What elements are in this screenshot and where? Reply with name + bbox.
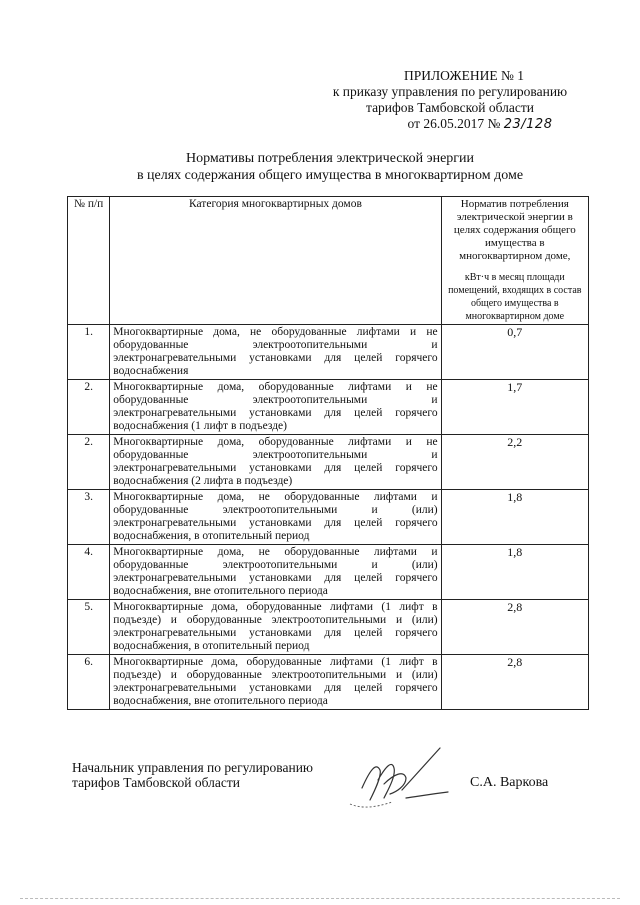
- row-category: Многоквартирные дома, не оборудованные лифтами и не оборудованные электроотопительными и электронагревательными установками для целей горячего водоснабжения: [110, 325, 441, 380]
- table-row: [68, 380, 589, 435]
- row-category: Многоквартирные дома, оборудованные лифтами и не оборудованные электроотопительными и электронагревательными установками для целей горячего водоснабжения (1 лифт в подъезде): [110, 380, 441, 435]
- table-row: [68, 545, 589, 600]
- row-value: 0,7: [441, 325, 588, 380]
- row-value: 2,2: [441, 435, 588, 490]
- header-norm-text: Норматив потребления электрической энергии в целях содержания общего имущества в многоквартирном доме,: [453, 198, 576, 262]
- table-row: [68, 655, 589, 710]
- row-number: 2.: [68, 380, 110, 435]
- row-category: Многоквартирные дома, оборудованные лифтами (1 лифт в подъезде) и оборудованные электроотопительными и (или) электронагревательными установками для целей горячего водоснабжения, вне отопительного периода: [110, 655, 441, 710]
- row-category: Многоквартирные дома, не оборудованные лифтами и оборудованные электроотопительными и (или) электронагревательными установками для целей горячего водоснабжения, в отопительный период: [110, 490, 441, 545]
- row-number: 3.: [68, 490, 110, 545]
- header-unit: кВт·ч в месяц площади помещений, входящих в состав общего имущества в многоквартирном доме: [448, 272, 582, 322]
- row-number: 5.: [68, 600, 110, 655]
- table-header-row: [68, 197, 589, 325]
- row-category: Многоквартирные дома, оборудованные лифтами (1 лифт в подъезде) и оборудованные электроотопительными и (или) электронагревательными установками для целей горячего водоснабжения, в отопительный период: [110, 600, 441, 655]
- annex-authority-line: тарифов Тамбовской области: [366, 100, 534, 115]
- signer-name: С.А. Варкова: [470, 775, 549, 790]
- row-value: 1,7: [441, 380, 588, 435]
- document-title: [60, 150, 600, 184]
- annex-header: [300, 68, 600, 133]
- handwritten-signature: [340, 740, 470, 815]
- row-category: Многоквартирные дома, не оборудованные лифтами и оборудованные электроотопительными и (или) электронагревательными установками для целей горячего водоснабжения, вне отопительного периода: [110, 545, 441, 600]
- position-line-1: Начальник управления по регулированию: [72, 760, 314, 775]
- table-row: [68, 600, 589, 655]
- order-number: 23/128: [503, 117, 553, 132]
- signatory-position: [72, 760, 313, 790]
- norms-table: [67, 196, 589, 710]
- row-number: 1.: [68, 325, 110, 380]
- row-number: 6.: [68, 655, 110, 710]
- row-number: 2.: [68, 435, 110, 490]
- row-category: Многоквартирные дома, оборудованные лифтами и не оборудованные электроотопительными и электронагревательными установками для целей горячего водоснабжения (2 лифта в подъезде): [110, 435, 441, 490]
- table-row: [68, 435, 589, 490]
- header-category: Категория многоквартирных домов: [110, 197, 441, 325]
- row-value: 1,8: [441, 490, 588, 545]
- annex-order-line: к приказу управления по регулированию: [332, 84, 568, 99]
- header-number: № п/п: [68, 197, 110, 325]
- annex-date-line: [300, 116, 600, 133]
- position-line-2: тарифов Тамбовской области: [72, 775, 240, 790]
- title-line-1: Нормативы потребления электрической энергии: [185, 151, 475, 166]
- row-value: 2,8: [441, 600, 588, 655]
- row-number: 4.: [68, 545, 110, 600]
- title-line-2: в целях содержания общего имущества в многоквартирном доме: [136, 168, 524, 183]
- header-norm: [441, 197, 588, 325]
- page-bottom-divider: [20, 898, 620, 900]
- row-value: 2,8: [441, 655, 588, 710]
- table-row: [68, 490, 589, 545]
- annex-title: ПРИЛОЖЕНИЕ № 1: [403, 68, 525, 83]
- row-value: 1,8: [441, 545, 588, 600]
- annex-date: от 26.05.2017 №: [407, 116, 501, 131]
- table-row: [68, 325, 589, 380]
